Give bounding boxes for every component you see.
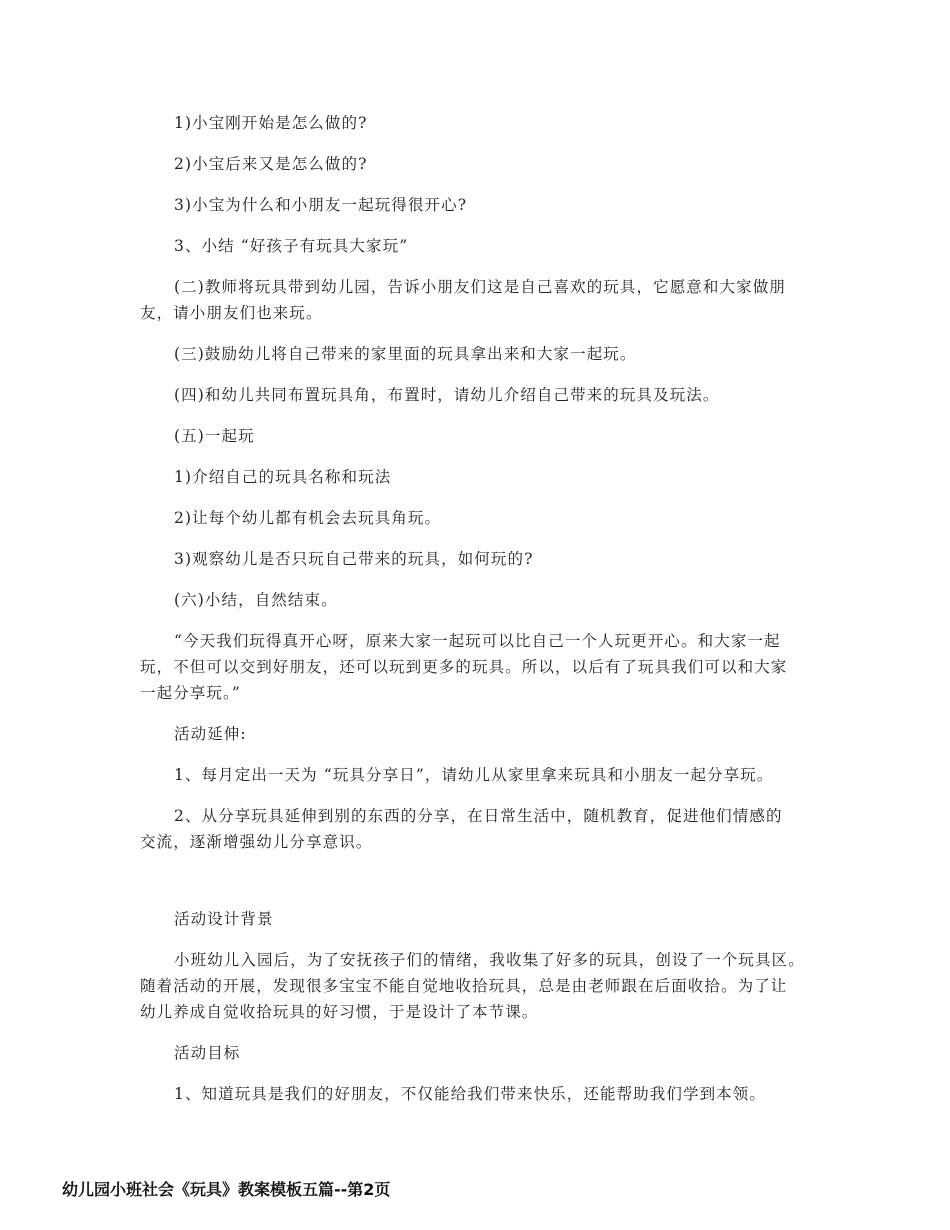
- text-line: 小班幼儿入园后，为了安抚孩子们的情绪，我收集了好多的玩具，创设了一个玩具区。: [174, 951, 805, 969]
- text-line: 2、从分享玩具延伸到别的东西的分享，在日常生活中，随机教育，促进他们情感的: [174, 807, 783, 825]
- text-line: 3、小结 “好孩子有玩具大家玩”: [174, 237, 409, 255]
- text-line: “今天我们玩得真开心呀，原来大家一起玩可以比自己一个人玩更开心。和大家一起: [174, 632, 781, 650]
- section-heading: 活动目标: [174, 1044, 241, 1062]
- text-line: (五)一起玩: [174, 427, 255, 445]
- text-line: (四)和幼儿共同布置玩具角，布置时，请幼儿介绍自己带来的玩具及玩法。: [174, 386, 720, 404]
- text-line: (二)教师将玩具带到幼儿园，告诉小朋友们这是自己喜欢的玩具，它愿意和大家做朋: [174, 278, 786, 296]
- section-heading: 活动设计背景: [174, 910, 274, 928]
- text-line: 1)介绍自己的玩具名称和玩法: [174, 468, 392, 486]
- text-line: 2)让每个幼儿都有机会去玩具角玩。: [174, 509, 442, 527]
- text-line: 随着活动的开展，发现很多宝宝不能自觉地收拾玩具，总是由老师跟在后面收拾。为了让: [140, 977, 788, 995]
- text-line: 1、知道玩具是我们的好朋友，不仅能给我们带来快乐，还能帮助我们学到本领。: [174, 1085, 766, 1103]
- text-line: 友，请小朋友们也来玩。: [140, 304, 323, 322]
- text-line: 3)小宝为什么和小朋友一起玩得很开心?: [174, 196, 468, 214]
- text-line: 交流，逐渐增强幼儿分享意识。: [140, 833, 373, 851]
- text-line: 活动延伸:: [174, 725, 247, 743]
- text-line: 3)观察幼儿是否只玩自己带来的玩具，如何玩的?: [174, 550, 534, 568]
- page-footer: 幼儿园小班社会《玩具》教案模板五篇--第2页: [62, 1180, 391, 1199]
- text-line: 幼儿养成自觉收拾玩具的好习惯，于是设计了本节课。: [140, 1003, 539, 1021]
- text-line: (三)鼓励幼儿将自己带来的家里面的玩具拿出来和大家一起玩。: [174, 345, 637, 363]
- text-line: 1)小宝刚开始是怎么做的?: [174, 114, 368, 132]
- text-line: 1、每月定出一天为 “玩具分享日”，请幼儿从家里拿来玩具和小朋友一起分享玩。: [174, 766, 774, 784]
- text-line: 玩，不但可以交到好朋友，还可以玩到更多的玩具。所以，以后有了玩具我们可以和大家: [140, 658, 788, 676]
- text-line: (六)小结，自然结束。: [174, 591, 338, 609]
- text-line: 2)小宝后来又是怎么做的?: [174, 155, 368, 173]
- text-line: 一起分享玩。”: [140, 684, 241, 702]
